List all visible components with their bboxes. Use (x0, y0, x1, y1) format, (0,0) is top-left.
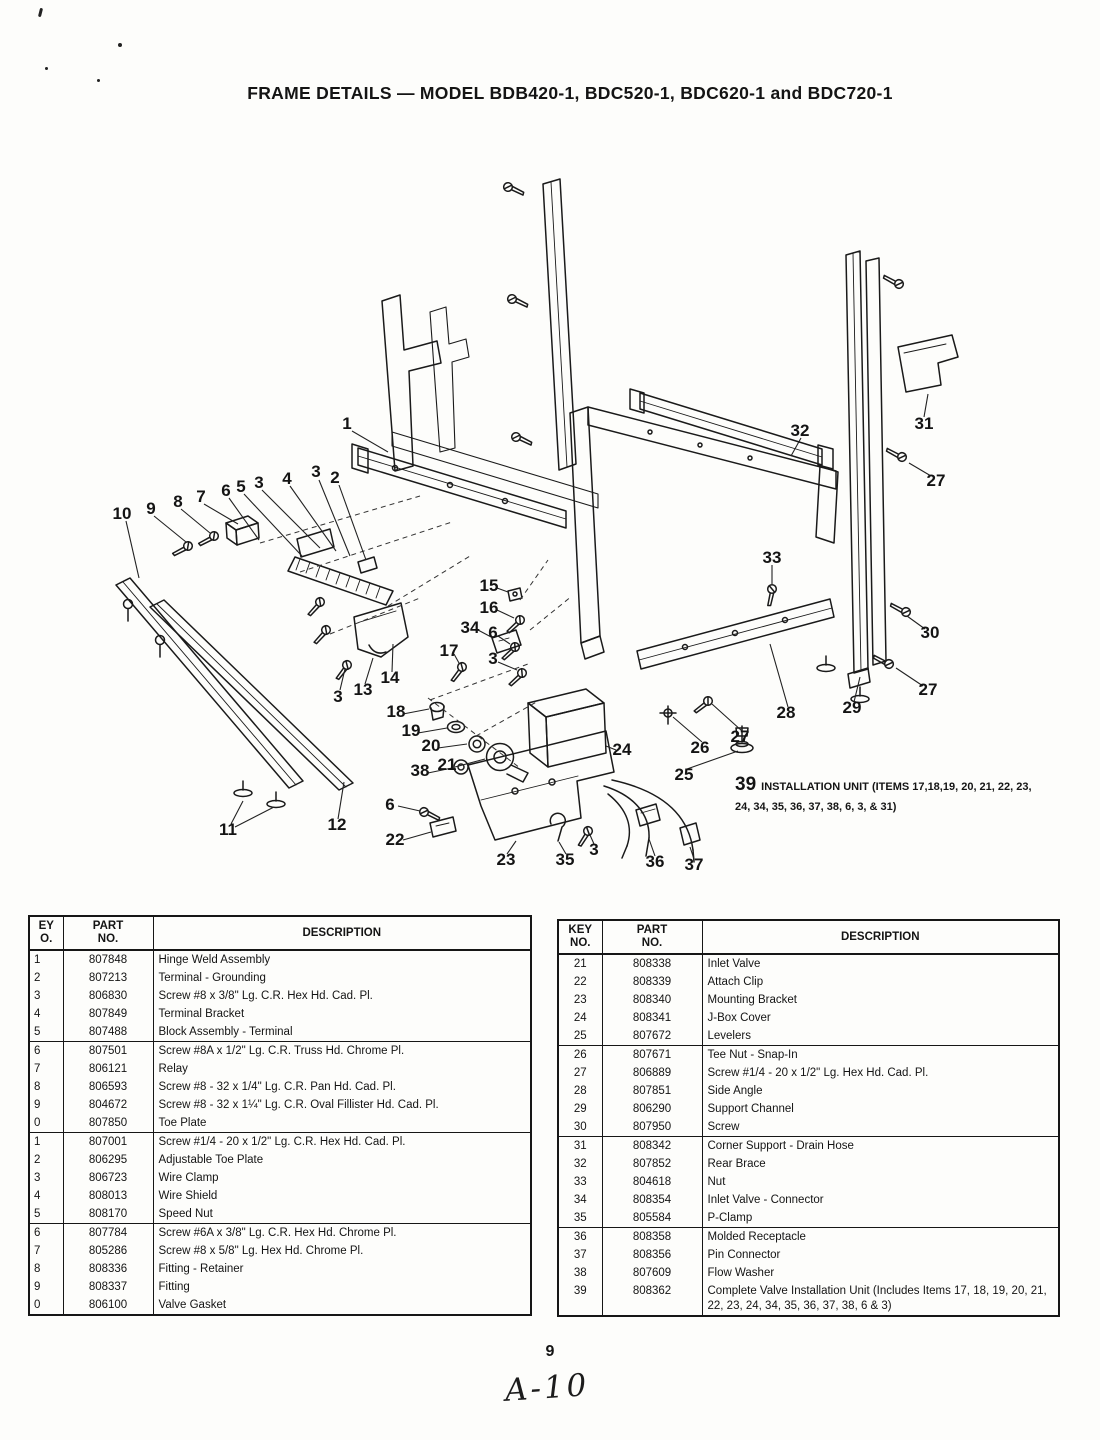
desc-cell: Relay (158, 1063, 188, 1075)
left-parts-table (28, 915, 532, 1316)
desc-cell: Support Channel (707, 1103, 794, 1115)
key-column-header: EY O. (29, 916, 63, 950)
parts-row (558, 954, 1059, 973)
callout-15: 15 (479, 576, 499, 595)
part-cell: 805584 (602, 1209, 702, 1228)
desc-cell: Screw #8 x 5/8" Lg. Hex Hd. Chrome Pl. (158, 1245, 364, 1257)
key-cell: 21 (558, 954, 602, 973)
parts-row (558, 973, 1059, 991)
part-cell: 808356 (602, 1246, 702, 1264)
part-cell: 808362 (602, 1282, 702, 1316)
parts-row (558, 1064, 1059, 1082)
part-cell: 808339 (602, 973, 702, 991)
part-cell: 808336 (63, 1260, 153, 1278)
part-cell: 808358 (602, 1228, 702, 1247)
part-cell: 808013 (63, 1187, 153, 1205)
desc-cell: Inlet Valve (707, 958, 761, 970)
key-cell: 4 (29, 1187, 63, 1205)
key-cell: 2 (29, 969, 63, 987)
part-cell: 807671 (602, 1046, 702, 1065)
part-cell: 808341 (602, 1009, 702, 1027)
parts-row (558, 1137, 1059, 1156)
part-cell: 806295 (63, 1151, 153, 1169)
desc-cell: Valve Gasket (158, 1299, 227, 1311)
key-cell: 32 (558, 1155, 602, 1173)
parts-row (558, 1155, 1059, 1173)
callout-12: 12 (327, 815, 347, 834)
part-column-header: PART NO. (63, 916, 153, 950)
key-cell: 0 (29, 1114, 63, 1133)
part-cell: 808342 (602, 1137, 702, 1156)
callout-7: 7 (196, 487, 206, 506)
key-cell: 4 (29, 1005, 63, 1023)
parts-row (29, 1114, 531, 1133)
key-cell: 34 (558, 1191, 602, 1209)
callout-30: 30 (920, 623, 940, 642)
key-cell: 27 (558, 1064, 602, 1082)
desc-cell: Fitting - Retainer (158, 1263, 244, 1275)
callout-3: 3 (488, 649, 498, 668)
desc-cell: Screw (707, 1121, 740, 1133)
part-cell: 807851 (602, 1082, 702, 1100)
part-cell: 808340 (602, 991, 702, 1009)
parts-row (29, 1296, 531, 1315)
parts-row (29, 969, 531, 987)
callout-3: 3 (254, 473, 264, 492)
desc-cell: Tee Nut - Snap-In (702, 1046, 1059, 1065)
callout-29: 29 (842, 698, 862, 717)
part-cell: 807488 (63, 1023, 153, 1042)
parts-row (558, 1246, 1059, 1264)
part-cell: 807672 (602, 1027, 702, 1046)
part-cell: 805286 (63, 1242, 153, 1260)
key-cell: 33 (558, 1173, 602, 1191)
callout-27: 27 (730, 727, 750, 746)
callout-6: 6 (221, 481, 231, 500)
desc-cell: Complete Valve Installation Unit (Includes Items 17, 18, 19, 20, 21, 22, 23, 24, 34, 35, 36, 37, 38, 6 & 3) (707, 1285, 1047, 1312)
desc-cell: P-Clamp (707, 1212, 753, 1224)
desc-cell: Terminal - Grounding (158, 972, 266, 984)
callout-27: 27 (918, 680, 938, 699)
desc-cell: Screw #8 - 32 x 1/4" Lg. C.R. Pan Hd. Cad. Pl. (158, 1081, 396, 1093)
part-cell: 807848 (63, 950, 153, 969)
parts-row (29, 1060, 531, 1078)
key-cell: 36 (558, 1228, 602, 1247)
desc-cell: Wire Clamp (158, 1172, 219, 1184)
key-cell: 8 (29, 1078, 63, 1096)
parts-row (29, 987, 531, 1005)
callout-8: 8 (173, 492, 183, 511)
desc-cell: Flow Washer (707, 1267, 775, 1279)
desc-cell: Pin Connector (707, 1249, 781, 1261)
parts-row (558, 1191, 1059, 1209)
callout-16: 16 (479, 598, 499, 617)
callout-23: 23 (496, 850, 516, 869)
callout-11: 11 (219, 820, 237, 839)
parts-row (558, 1118, 1059, 1137)
desc-cell: Rear Brace (707, 1158, 766, 1170)
key-cell: 0 (29, 1296, 63, 1315)
parts-row (29, 1096, 531, 1114)
callout-13: 13 (353, 680, 373, 699)
callout-2: 2 (330, 468, 340, 487)
callout-24: 24 (612, 740, 632, 759)
desc-cell: Inlet Valve - Connector (707, 1194, 824, 1206)
key-cell: 2 (29, 1151, 63, 1169)
parts-row (558, 1173, 1059, 1191)
callout-17: 17 (439, 641, 459, 660)
callout-3: 3 (311, 462, 321, 481)
desc-cell: Corner Support - Drain Hose (702, 1137, 1059, 1156)
desc-cell: Screw #8A x 1/2" Lg. C.R. Truss Hd. Chrome Pl. (153, 1042, 531, 1061)
parts-row (29, 950, 531, 969)
part-cell: 807213 (63, 969, 153, 987)
part-cell: 806723 (63, 1169, 153, 1187)
key-cell: 7 (29, 1060, 63, 1078)
part-cell: 804672 (63, 1096, 153, 1114)
key-cell: 22 (558, 973, 602, 991)
part-cell: 808337 (63, 1278, 153, 1296)
installation-note-text: INSTALLATION UNIT (ITEMS 17,18,19, 20, 21, 22, 23, 24, 34, 35, 36, 37, 38, 6, 3, & 31) (735, 781, 1032, 814)
callout-20: 20 (421, 736, 441, 755)
part-cell: 808170 (63, 1205, 153, 1224)
parts-row (29, 1078, 531, 1096)
key-cell: 26 (558, 1046, 602, 1065)
callout-21: 21 (437, 755, 457, 774)
installation-note (735, 770, 1035, 816)
desc-cell: Nut (707, 1176, 726, 1188)
parts-row (29, 1023, 531, 1042)
desc-cell: Screw #6A x 3/8" Lg. C.R. Hex Hd. Chrome Pl. (153, 1224, 531, 1243)
key-cell: 30 (558, 1118, 602, 1137)
part-cell: 808354 (602, 1191, 702, 1209)
part-cell: 806593 (63, 1078, 153, 1096)
key-cell: 31 (558, 1137, 602, 1156)
right-parts-table (557, 919, 1060, 1317)
callout-3: 3 (589, 840, 599, 859)
part-cell: 807784 (63, 1224, 153, 1243)
callout-38: 38 (410, 761, 430, 780)
parts-row (29, 1260, 531, 1278)
callout-3: 3 (333, 687, 343, 706)
callout-36: 36 (645, 852, 665, 871)
key-cell: 23 (558, 991, 602, 1009)
callout-32: 32 (790, 421, 810, 440)
callout-25: 25 (674, 765, 694, 784)
part-cell: 807852 (602, 1155, 702, 1173)
key-cell: 3 (29, 987, 63, 1005)
parts-row (29, 1169, 531, 1187)
part-cell: 804618 (602, 1173, 702, 1191)
key-cell: 29 (558, 1100, 602, 1118)
desc-cell: Levelers (707, 1030, 751, 1042)
desc-cell: Molded Receptacle (702, 1228, 1059, 1247)
callout-37: 37 (684, 855, 704, 874)
callout-27: 27 (926, 471, 946, 490)
key-cell: 1 (29, 1133, 63, 1152)
key-cell: 5 (29, 1205, 63, 1224)
parts-row (558, 1282, 1059, 1316)
parts-row (558, 1264, 1059, 1282)
part-column-header: PART NO. (602, 920, 702, 954)
key-cell: 25 (558, 1027, 602, 1046)
callout-9: 9 (146, 499, 156, 518)
key-cell: 8 (29, 1260, 63, 1278)
desc-cell: Adjustable Toe Plate (158, 1154, 264, 1166)
desc-cell: Side Angle (707, 1085, 763, 1097)
part-cell: 806100 (63, 1296, 153, 1315)
page-number: 9 (545, 1343, 555, 1360)
desc-cell: Screw #1/4 - 20 x 1/2" Lg. C.R. Hex Hd. Cad. Pl. (153, 1133, 531, 1152)
parts-row (29, 1224, 531, 1243)
callout-28: 28 (776, 703, 796, 722)
parts-row (29, 1278, 531, 1296)
desc-cell: Screw #8 x 3/8" Lg. C.R. Hex Hd. Cad. Pl. (158, 990, 373, 1002)
desc-cell: Hinge Weld Assembly (158, 954, 271, 966)
desc-cell: Mounting Bracket (707, 994, 797, 1006)
part-cell: 807950 (602, 1118, 702, 1137)
desc-cell: Fitting (158, 1281, 190, 1293)
key-cell: 9 (29, 1096, 63, 1114)
parts-row (29, 1187, 531, 1205)
key-cell: 39 (558, 1282, 602, 1316)
callout-4: 4 (282, 469, 292, 488)
parts-row (29, 1151, 531, 1169)
part-cell: 806290 (602, 1100, 702, 1118)
part-cell: 807850 (63, 1114, 153, 1133)
callout-22: 22 (385, 830, 405, 849)
parts-row (29, 1005, 531, 1023)
parts-row (558, 1100, 1059, 1118)
part-cell: 806889 (602, 1064, 702, 1082)
part-cell: 807849 (63, 1005, 153, 1023)
key-cell: 6 (29, 1042, 63, 1061)
part-cell: 807609 (602, 1264, 702, 1282)
callout-26: 26 (690, 738, 710, 757)
parts-row (558, 1027, 1059, 1046)
desc-cell: Screw #8 - 32 x 1¼" Lg. C.R. Oval Fillister Hd. Cad. Pl. (158, 1099, 439, 1111)
callout-10: 10 (112, 504, 132, 523)
page-title: FRAME DETAILS — MODEL BDB420-1, BDC520-1, BDC620-1 and BDC720-1 (247, 83, 893, 103)
callout-31: 31 (914, 414, 934, 433)
parts-row (558, 1046, 1059, 1065)
part-cell: 808338 (602, 954, 702, 973)
key-cell: 9 (29, 1278, 63, 1296)
callout-19: 19 (401, 721, 421, 740)
parts-row (29, 1205, 531, 1224)
key-cell: 7 (29, 1242, 63, 1260)
desc-cell: J-Box Cover (707, 1012, 771, 1024)
callout-18: 18 (386, 702, 406, 721)
parts-row (29, 1042, 531, 1061)
desc-cell: Block Assembly - Terminal (158, 1026, 293, 1038)
parts-row (558, 1009, 1059, 1027)
desc-cell: Screw #1/4 - 20 x 1/2" Lg. Hex Hd. Cad. Pl. (707, 1067, 929, 1079)
callout-5: 5 (236, 477, 246, 496)
callout-35: 35 (555, 850, 575, 869)
key-cell: 24 (558, 1009, 602, 1027)
parts-row (29, 1242, 531, 1260)
installation-note-key: 39 (735, 774, 757, 795)
callout-1: 1 (342, 414, 352, 433)
callout-6: 6 (488, 623, 498, 642)
key-cell: 37 (558, 1246, 602, 1264)
key-cell: 38 (558, 1264, 602, 1282)
part-cell: 806830 (63, 987, 153, 1005)
parts-row (558, 1082, 1059, 1100)
key-cell: 3 (29, 1169, 63, 1187)
key-column-header: KEY NO. (558, 920, 602, 954)
callout-34: 34 (460, 618, 480, 637)
key-cell: 1 (29, 950, 63, 969)
part-cell: 807501 (63, 1042, 153, 1061)
parts-row (558, 1209, 1059, 1228)
callout-14: 14 (380, 668, 400, 687)
callout-33: 33 (762, 548, 782, 567)
parts-row (29, 1133, 531, 1152)
parts-row (558, 991, 1059, 1009)
callout-6: 6 (385, 795, 395, 814)
key-cell: 5 (29, 1023, 63, 1042)
part-cell: 806121 (63, 1060, 153, 1078)
desc-column-header: DESCRIPTION (153, 916, 531, 950)
desc-cell: Speed Nut (158, 1208, 213, 1220)
desc-cell: Terminal Bracket (158, 1008, 245, 1020)
desc-cell: Wire Shield (158, 1190, 218, 1202)
part-cell: 807001 (63, 1133, 153, 1152)
desc-column-header: DESCRIPTION (702, 920, 1059, 954)
desc-cell: Attach Clip (707, 976, 764, 988)
handwritten-note: A-10 (503, 1367, 591, 1409)
parts-row (558, 1228, 1059, 1247)
desc-cell: Toe Plate (158, 1117, 207, 1129)
key-cell: 6 (29, 1224, 63, 1243)
key-cell: 28 (558, 1082, 602, 1100)
key-cell: 35 (558, 1209, 602, 1228)
